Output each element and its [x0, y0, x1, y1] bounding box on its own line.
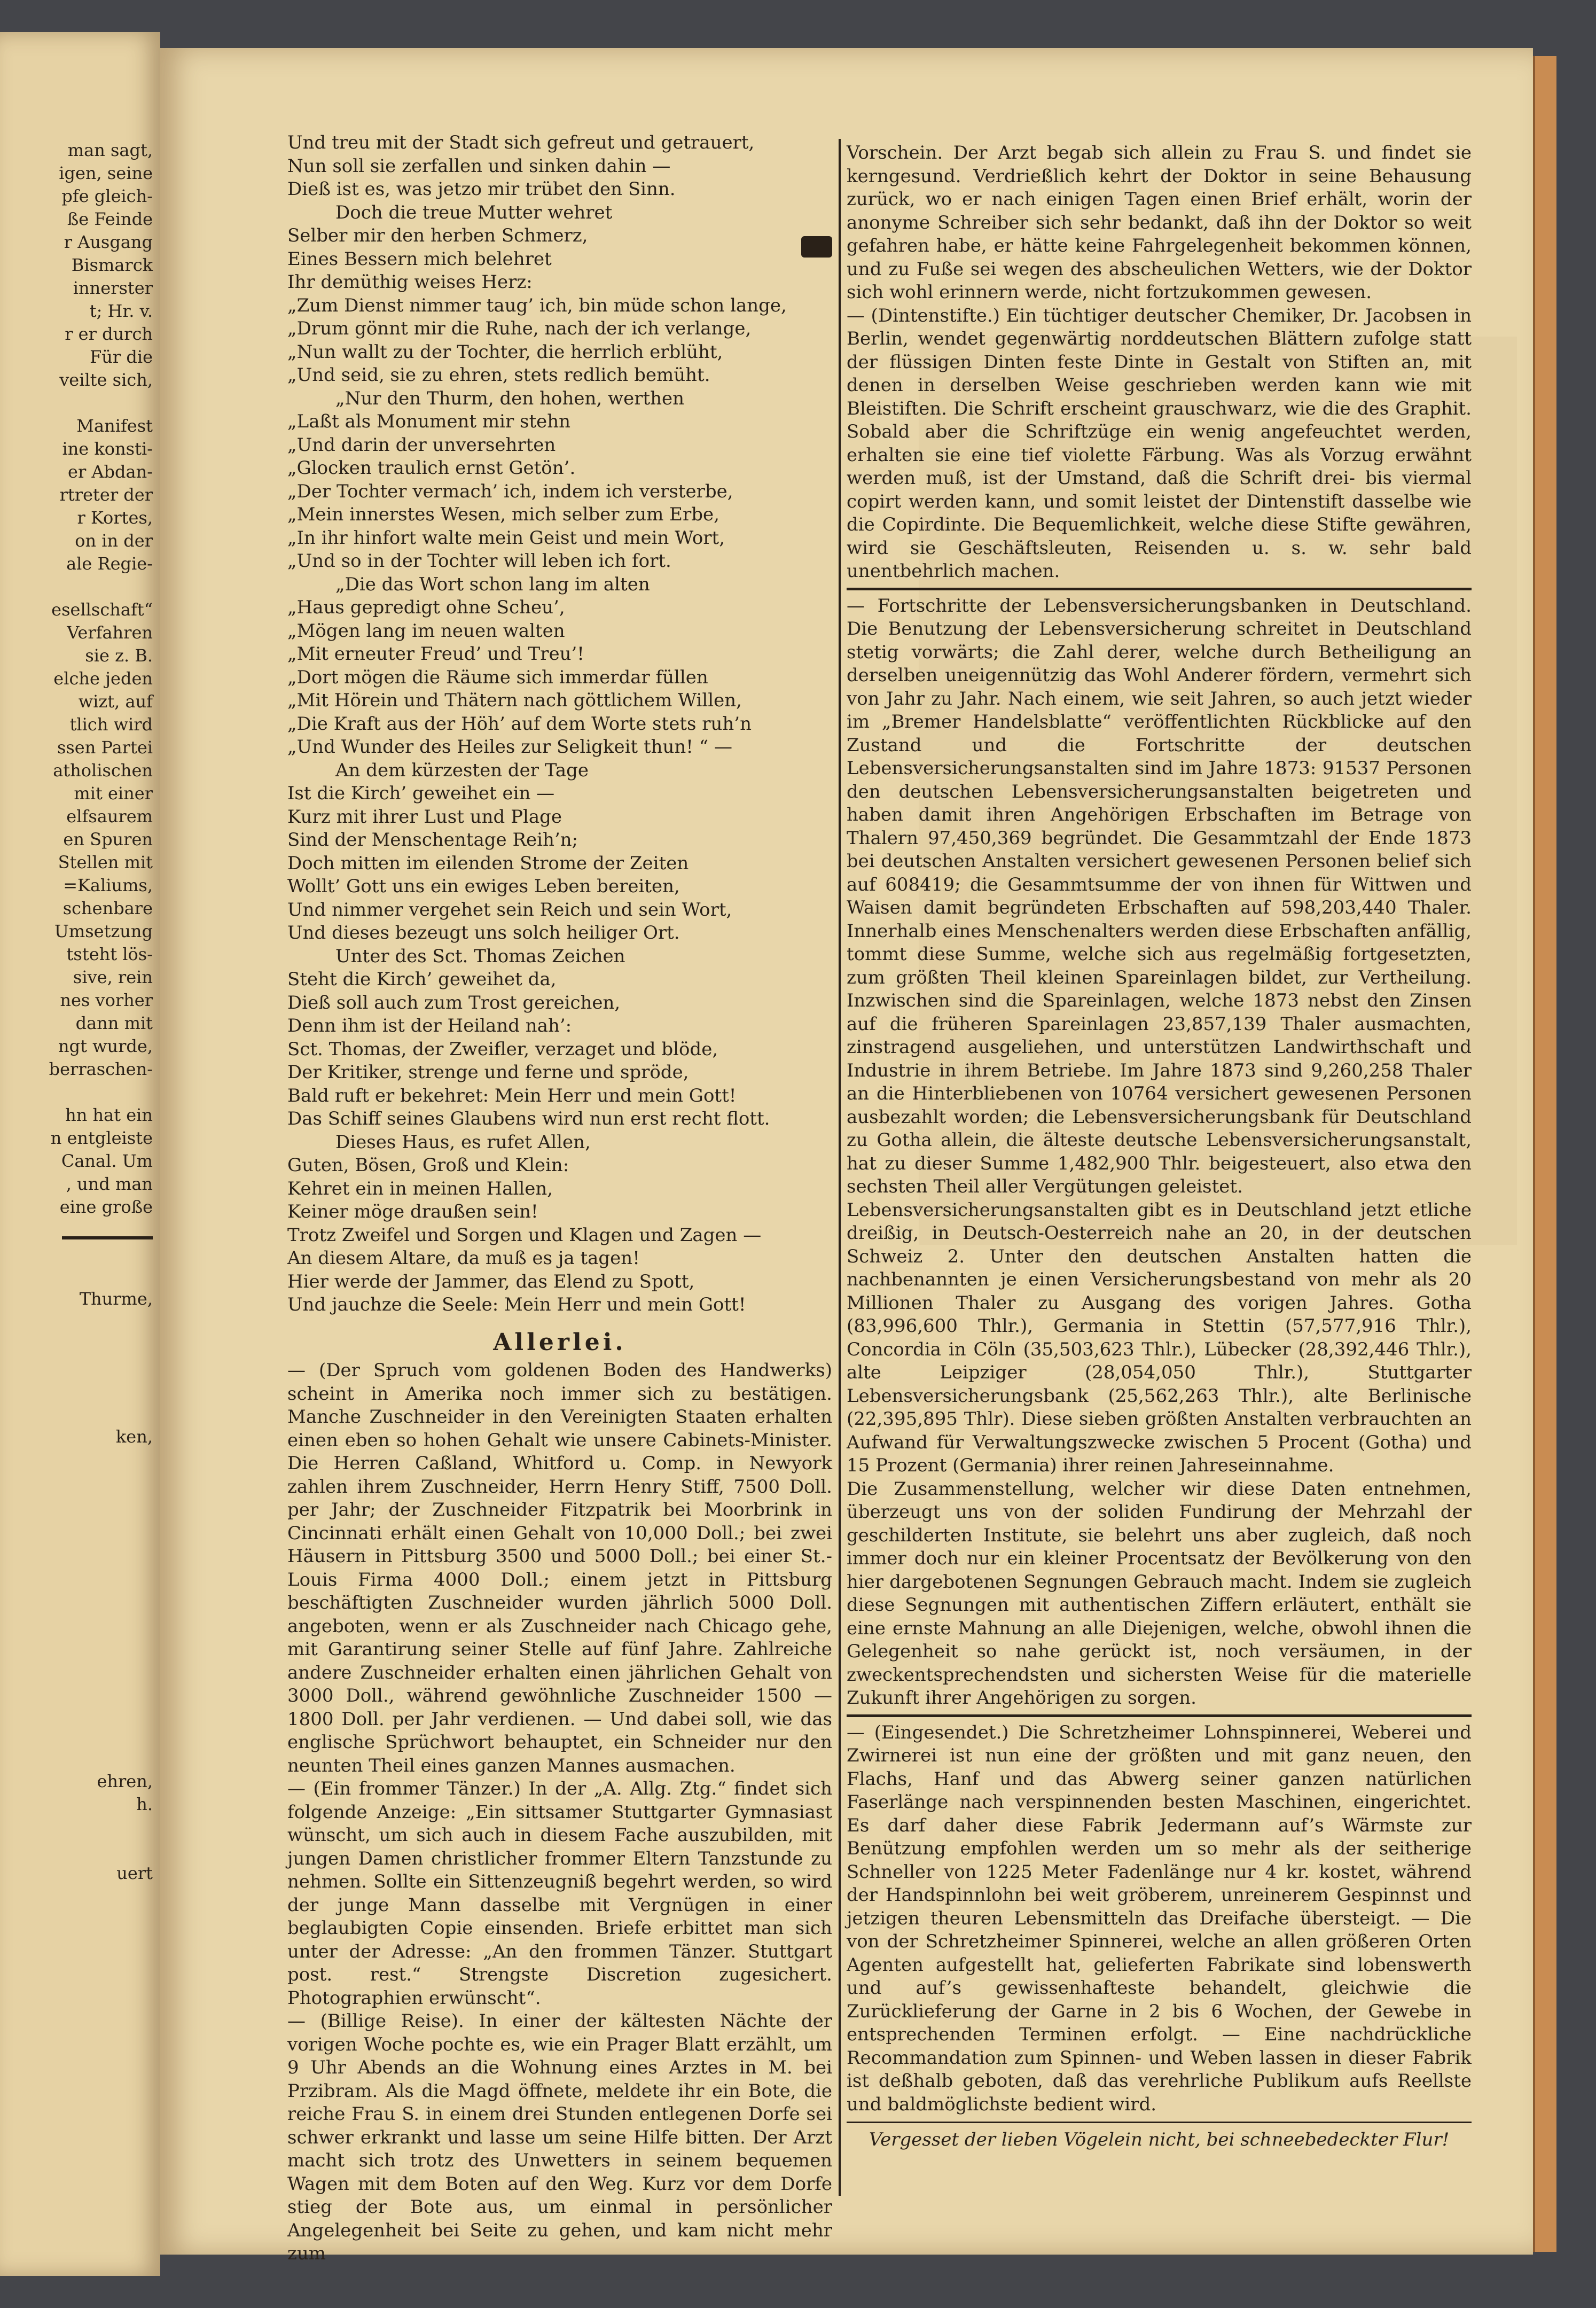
poem-line: Denn ihm ist der Heiland nah’:: [287, 1015, 572, 1036]
column-divider: [839, 139, 841, 2196]
left-fragment-line: nes vorher: [60, 990, 153, 1010]
poem-line: „Haus gepredigt ohne Scheu’,: [287, 597, 565, 618]
poem-line: An dem kürzesten der Tage: [335, 759, 589, 781]
poem-line: „Nun wallt zu der Tochter, die herrlich erblüht,: [287, 341, 723, 363]
poem-line: Unter des Sct. Thomas Zeichen: [335, 945, 625, 967]
left-fragment-line: ken,: [115, 1426, 153, 1447]
poem-line: Keiner möge draußen sein!: [287, 1201, 538, 1222]
poem-line: Sind der Menschentage Reih’n;: [287, 829, 578, 851]
left-fragment-line: r er durch: [65, 324, 153, 344]
poem-line: Guten, Bösen, Groß und Klein:: [287, 1155, 569, 1176]
right-column: [847, 142, 1472, 2152]
left-fragment-line: Bismarck: [71, 255, 153, 275]
article-dintenstifte: — (Dintenstifte.) Ein tüchtiger deutscher Chemiker, Dr. Jacobsen in Berlin, wendet gegenwärtig norddeutschen Blättern zufolge statt der flüssigen Dinten feste Dinte in Gestalt von Stiften an, mit denen in derselben Weise geschrieben werden kann wie mit Bleistiften. Die Schrift erscheint grauschwarz, wie die des Graphit. Sobald aber die Schriftzüge ein wenig angefeuchtet werden, erhalten sie eine tief violette Färbung. Was als Vorzug erwähnt werden muß, ist der Umstand, daß die Schrift drei- bis viermal copirt werden kann, und somit leistet der Dintenstift dasselbe wie die Copirdinte. Die Bequemlichkeit, welche diese Stifte gewähren, wird sie Geschäftsleuten, Reisenden u. s. w. sehr bald unentbehrlich machen.: [847, 305, 1472, 582]
left-fragment-line: Umsetzung: [54, 921, 153, 941]
poem-line: Steht die Kirch’ geweihet da,: [287, 969, 557, 990]
left-fragment-line: innerster: [73, 278, 153, 298]
left-column: [287, 131, 832, 2266]
left-fragment-line: , und man: [66, 1174, 153, 1194]
article-lebensversicherung-2: Lebensversicherungsanstalten gibt es in Deutschland jetzt etliche dreißig, in Deutsch-Oesterreich nahe an 20, in der deutschen Schweiz 2. Unter den deutschen Anstalten hatten die nachbenannten je einen Versicherungsbestand von mehr als 20 Millionen Thaler zu Ausgang des vorigen Jahres. Gotha (83,996,600 Thlr.), Germania in Stettin (57,577,916 Thlr.), Concordia in Cöln (35,503,623 Thlr.), Lübecker (28,392,446 Thlr.), alte Leipziger (28,054,050 Thlr.), Stuttgarter Lebensversicherungsbank (25,562,263 Thlr.), alte Berlinische (22,395,895 Thlr). Diese sieben größten Anstalten verbrauchten an Aufwand für Verwaltungszwecke zwischen 5 Procent (Gotha) und 15 Prozent (Germania) ihrer reinen Jahreseinnahme.: [847, 1199, 1472, 1476]
article-reise: — (Billige Reise). In einer der kältesten Nächte der vorigen Woche pochte es, wie ein Prager Blatt erzählt, um 9 Uhr Abends an die Wohnung eines Arztes in M. bei Przibram. Als die Magd öffnete, meldete ihr ein Bote, die reiche Frau S. in einem drei Stunden entlegenen Dorfe sei schwer erkrankt und lasse um seine Hilfe bitten. Der Arzt macht sich trotz des Unwetters in seinem bequemen Wagen mit dem Boten auf den Weg. Kurz vor dem Dorfe stieg der Bote aus, um einmal in persönlicher Angelegenheit bei Seite zu gehen, und kam nicht mehr zum: [287, 2010, 832, 2264]
poem-line: Bald ruft er bekehret: Mein Herr und mein Gott!: [287, 1085, 737, 1106]
poem-line: Selber mir den herben Schmerz,: [287, 225, 588, 246]
poem-line: „Mögen lang im neuen walten: [287, 620, 565, 642]
left-fragment-line: t; Hr. v.: [89, 301, 153, 321]
poem-line: Dieses Haus, es rufet Allen,: [335, 1131, 591, 1153]
poem-line: Und jauchze die Seele: Mein Herr und mein Gott!: [287, 1294, 746, 1315]
left-fragment-line: berraschen-: [49, 1059, 153, 1079]
left-fragment-line: elche jeden: [53, 668, 153, 689]
poem-line: „Glocken traulich ernst Getön’.: [287, 457, 576, 479]
left-fragment-line: Canal. Um: [61, 1151, 153, 1171]
poem-line: „Drum gönnt mir die Ruhe, nach der ich verlange,: [287, 318, 752, 339]
poem-line: Sct. Thomas, der Zweifler, verzaget und blöde,: [287, 1038, 718, 1060]
left-page-fragment: [0, 32, 160, 2276]
left-fragment-line: Für die: [90, 347, 153, 367]
left-fragment-line: atholischen: [53, 760, 153, 781]
left-fragment-line: pfe gleich-: [61, 186, 153, 206]
poem-line: „Der Tochter vermach’ ich, indem ich versterbe,: [287, 480, 733, 502]
left-fragment-line: tsteht lös-: [66, 944, 153, 964]
poem-line: Und treu mit der Stadt sich gefreut und getrauert,: [287, 132, 755, 153]
poem-line: „Zum Dienst nimmer taug’ ich, bin müde schon lange,: [287, 294, 787, 316]
left-fragment-line: =Kaliums,: [63, 875, 153, 895]
poem-line: „Und so in der Tochter will leben ich fort.: [287, 550, 671, 572]
poem-line: „In ihr hinfort walte mein Geist und mein Wort,: [287, 527, 725, 549]
article-eingesendet: — (Eingesendet.) Die Schretzheimer Lohnspinnerei, Weberei und Zwirnerei ist nun eine der größten und mit ganz neuen, den Flachs, Hanf und das Abwerg seiner ganzen natürlichen Faserlänge nach verspinnenden besten Maschinen, eingerichtet. Es darf daher diese Fabrik Jedermann auf’s Wärmste zur Benützung empfohlen werden um so mehr als der seitherige Schneller von 1225 Meter Fadenlänge nur 4 kr. kostet, während der Handspinnlohn bei weit gröberem, unreinerem Gespinnst und jetzigen theuren Lebensmitteln das Dreifache übersteigt. — Die von der Schretzheimer Spinnerei, welche an allen größeren Orten Agenten aufgestellt hat, gelieferten Fabrikate sind lobenswerth und auf’s gewissenhafteste behandelt, gleichwie die Zurücklieferung der Garne in 2 bis 6 Wochen, der Gewebe in entsprechenden Terminen erfolgt. — Eine nachdrückliche Recommandation zum Spinnen- und Weben lassen in dieser Fabrik ist deßhalb geboten, daß das verehrliche Publikum aufs Reellste und baldmöglichste bedient wird.: [847, 1721, 1472, 2115]
left-fragment-line: hn hat ein: [65, 1105, 153, 1125]
newspaper-page: [160, 48, 1533, 2264]
left-fragment-line: Thurme,: [79, 1289, 153, 1309]
left-separator: [62, 1236, 153, 1239]
left-fragment-line: tlich wird: [69, 714, 153, 735]
left-fragment-line: igen, seine: [59, 163, 153, 183]
poem-line: Ist die Kirch’ geweihet ein —: [287, 783, 555, 804]
left-fragment-line: r Kortes,: [77, 508, 153, 528]
poem-line: „Mit Hörein und Thätern nach göttlichem Willen,: [287, 690, 742, 711]
footer-separator: [847, 2122, 1472, 2123]
article-lebensversicherung: — Fortschritte der Lebensversicherungsbanken in Deutschland. Die Benutzung der Lebensversicherung schreitet in Deutschland stetig vorwärts; die Zahl derer, welche durch Betheiligung an derselben uneigennützig das Wohl Anderer fördern, vermehrt sich von Jahr zu Jahr. Nach einem, wie seit Jahren, so auch jetzt wieder im „Bremer Handelsblatte“ veröffentlichten Rückblicke auf den Zustand und die Fortschritte der deutschen Lebensversicherungsanstalten sind im Jahre 1873: 91537 Personen den deutschen Lebensversicherungsanstalten beigetreten und haben damit ihren Angehörigen Erbschaften im Betrage von Thalern 97,450,369 begründet. Die Gesammtzahl der Ende 1873 bei deutschen Anstalten versichert gewesenen Personen belief sich auf 608419; die Gesammtsumme der von ihnen für Wittwen und Waisen damit begründeten Erbschaften auf 598,203,440 Thaler. Innerhalb eines Menschenalters werden diese Erbschaften anfällig, tommt diese Summe, welche sich aus regelmäßig fortgesetzten, zum größten Theil kleinen Spareinlagen bildet, zur Vertheilung. Inzwischen sind die Spareinlagen, welche 1873 nebst den Zinsen auf die früheren Spareinlagen 23,857,139 Thaler ausmachten, zinstragend ausgeliehen, und unterstützen Landwirthschaft und Industrie in ihrem Betriebe. Im Jahre 1873 sind 9,260,258 Thaler an die Hinterbliebenen von 10764 versichert gewesenen Personen ausbezahlt worden; die Lebensversicherungsbank für Deutschland zu Gotha allein, die älteste deutsche Lebensversicherungsanstalt, hat zu dieser Summe 1,482,900 Thlr. beigesteuert, also etwa den sechsten Theil aller Vergütungen geleistet.: [847, 595, 1472, 1197]
left-fragment-line: mit einer: [74, 783, 153, 804]
left-fragment-line: sie z. B.: [85, 645, 153, 666]
left-fragment-line: sive, rein: [73, 967, 153, 987]
poem-line: „Und darin der unversehrten: [287, 434, 556, 456]
left-fragment-line: wizt, auf: [78, 691, 153, 712]
poem-line: Ihr demüthig weises Herz:: [287, 271, 533, 293]
poem-line: Dieß soll auch zum Trost gereichen,: [287, 992, 621, 1013]
article-separator: [847, 1714, 1472, 1717]
left-fragment-line: Verfahren: [67, 622, 153, 643]
page-edge: [1533, 56, 1556, 2252]
left-fragment-line: ale Regie-: [66, 553, 153, 574]
left-fragment-line: er Abdan-: [68, 462, 153, 482]
left-fragment-line: eine große: [59, 1197, 153, 1217]
left-fragment-line: rtreter der: [59, 485, 153, 505]
article-taenzer: — (Ein frommer Tänzer.) In der „A. Allg. Ztg.“ findet sich folgende Anzeige: „Ein sittsamer Stuttgarter Gymnasiast wünscht, um sich auch in diesem Fache auszubilden, mit jungen Damen christlicher frommer Eltern Tanzstunde zu nehmen. Sollte ein Sittenzeugniß begehrt werden, so wird der junge Mann dasselbe mit Vergnügen in einer beglaubigten Copie einsenden. Briefe erbittet man sich unter der Adresse: „An den frommen Tänzer. Stuttgart post. rest.“ Strengste Discretion zugesichert. Photographien erwünscht“.: [287, 1778, 832, 2009]
left-fragment-line: on in der: [75, 531, 153, 551]
left-fragment-line: h.: [136, 1794, 153, 1814]
article-lebensversicherung-3: Die Zusammenstellung, welcher wir diese Daten entnehmen, überzeugt uns von der soliden Fundirung der Mehrzahl der geschilderten Institute, sie belehrt uns aber zugleich, daß noch immer doch nur ein kleiner Procentsatz der Bevölkerung von den hier dargebotenen Segnungen Gebrauch macht. Indem sie zugleich diese Segnungen mit authentischen Ziffern erläutert, enthält sie eine ernste Mahnung an alle Diejenigen, welche, obwohl ihnen die Gelegenheit so nahe gerückt ist, noch versäumen, in der zweckentsprechendsten und sichersten Weise für die materielle Zukunft ihrer Angehörigen zu sorgen.: [847, 1478, 1472, 1709]
poem-line: Der Kritiker, strenge und ferne und spröde,: [287, 1062, 689, 1083]
poem: [287, 131, 832, 1317]
left-fragment-line: Stellen mit: [58, 852, 153, 872]
poem-line: Kehret ein in meinen Hallen,: [287, 1178, 553, 1199]
poem-line: Und nimmer vergehet sein Reich und sein Wort,: [287, 899, 732, 921]
poem-line: Hier werde der Jammer, das Elend zu Spott,: [287, 1270, 695, 1292]
poem-line: Doch mitten im eilenden Strome der Zeiten: [287, 852, 689, 874]
poem-line: „Die Kraft aus der Höh’ auf dem Worte stets ruh’n: [287, 713, 752, 735]
poem-line: Kurz mit ihrer Lust und Plage: [287, 806, 562, 828]
left-fragment-line: schenbare: [62, 898, 153, 918]
left-fragment-line: ße Feinde: [67, 209, 153, 229]
poem-line: Trotz Zweifel und Sorgen und Klagen und Zagen —: [287, 1224, 762, 1246]
left-fragment-line: Manifest: [76, 416, 153, 436]
left-fragment-line: elfsaurem: [66, 806, 153, 826]
poem-line: „Die das Wort schon lang im alten: [335, 573, 650, 595]
article-reise-cont: Vorschein. Der Arzt begab sich allein zu Frau S. und findet sie kerngesund. Verdrießlich kehrt der Doktor in seine Behausung zurück, wo er nach einigen Tagen einen Brief erhält, worin der anonyme Schreiber sich sehr bedankt, daß ihn der Doktor so weit gefahren habe, er hätte keine Fahrgelegenheit bekommen können, und zu Fuße sei wegen des abscheulichen Wetters, wie der Doktor sich wohl erinnern werde, nicht fortzukommen gewesen.: [847, 142, 1472, 303]
poem-line: „Mit erneuter Freud’ und Treu’!: [287, 643, 584, 665]
poem-line: Wollt’ Gott uns ein ewiges Leben bereiten,: [287, 876, 680, 897]
poem-line: „Und seid, sie zu ehren, stets redlich bemüht.: [287, 364, 710, 386]
poem-line: Doch die treue Mutter wehret: [335, 201, 613, 223]
left-fragment-line: veilte sich,: [59, 370, 153, 390]
poem-line: „Dort mögen die Räume sich immerdar füllen: [287, 666, 708, 688]
left-fragment-line: esellschaft“: [51, 599, 153, 620]
left-fragment-line: ehren,: [97, 1771, 153, 1791]
poem-line: An diesem Altare, da muß es ja tagen!: [287, 1247, 640, 1269]
poem-line: „Mein innerstes Wesen, mich selber zum Erbe,: [287, 504, 719, 525]
poem-line: Und dieses bezeugt uns solch heiliger Ort.: [287, 922, 680, 944]
left-fragment-line: ssen Partei: [57, 737, 153, 758]
poem-line: Nun soll sie zerfallen und sinken dahin —: [287, 155, 671, 177]
article-spruch: — (Der Spruch vom goldenen Boden des Handwerks) scheint in Amerika noch immer sich zu bestätigen. Manche Zuschneider in den Vereinigten Staaten erhalten einen eben so hohen Gehalt wie unsere Cabinets-Minister. Die Herren Caßland, Whitford u. Comp. in Newyork zahlen ihrem Zuschneider, Herrn Henry Stiff, 7500 Doll. per Jahr; der Zuschneider Fitzpatrik bei Moorbrink in Cincinnati erhält einen Gehalt von 10,000 Doll.; bei zwei Häusern in Pittsburg 3500 und 5000 Doll.; bei einer St.-Louis Firma 4000 Doll.; einem jetzt in Pittsburg beschäftigten Zuschneider wurden jährlich 5000 Doll. angeboten, wenn er als Zuschneider nach Chicago gehe, mit Garantirung seiner Stelle auf fünf Jahre. Zahlreiche andere Zuschneider erhalten einen jährlichen Gehalt von 3000 Doll., während gewöhnliche Zuschneider 1500 — 1800 Doll. per Jahr verdienen. — Und dabei soll, wie das englische Sprüchwort behauptet, ein Schneider nur den neunten Theil eines ganzen Mannes ausmachen.: [287, 1360, 832, 1776]
left-fragment-line: man sagt,: [67, 140, 153, 160]
poem-line: „Nur den Thurm, den hohen, werthen: [335, 387, 685, 409]
left-fragment-line: dann mit: [75, 1013, 153, 1033]
left-fragment-line: r Ausgang: [64, 232, 153, 252]
poem-line: Dieß ist es, was jetzo mir trübet den Sinn.: [287, 178, 676, 200]
poem-line: „Und Wunder des Heiles zur Seligkeit thun! “ —: [287, 736, 732, 758]
poem-line: „Laßt als Monument mir stehn: [287, 411, 571, 432]
poem-line: Das Schiff seines Glaubens wird nun erst recht flott.: [287, 1108, 770, 1129]
article-separator: [847, 588, 1472, 590]
left-fragment-line: n entgleiste: [50, 1128, 153, 1148]
left-fragment-line: en Spuren: [63, 829, 153, 849]
left-fragment-line: ine konsti-: [62, 439, 153, 459]
left-fragment-line: uert: [116, 1863, 153, 1883]
poem-line: Eines Bessern mich belehret: [287, 248, 552, 270]
footer-line: Vergesset der lieben Vögelein nicht, bei schneebedeckter Flur!: [869, 2129, 1450, 2150]
section-title: Allerlei.: [493, 1328, 627, 1356]
left-fragment-line: ngt wurde,: [58, 1036, 153, 1056]
